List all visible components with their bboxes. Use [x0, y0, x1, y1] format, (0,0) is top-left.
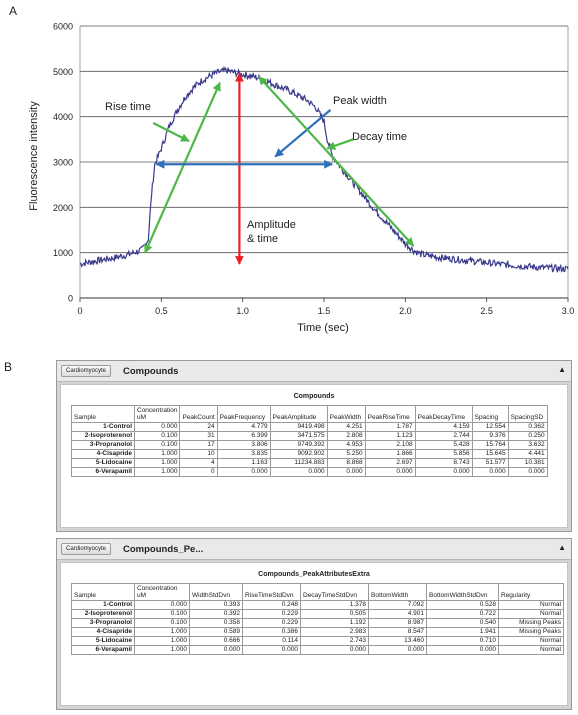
table-cell: 13.460: [369, 637, 427, 646]
table-cell: 7.092: [369, 601, 427, 610]
table-cell: 4-Cisapride: [72, 450, 135, 459]
x-tick-label: 1.0: [236, 306, 249, 316]
table-cell: 1.163: [217, 459, 270, 468]
table-cell: 4.251: [327, 423, 365, 432]
table-cell: 0.000: [301, 646, 369, 655]
annotation-label: Peak width: [333, 95, 387, 107]
table-cell: 0.000: [415, 468, 472, 477]
table-cell: 1.378: [301, 601, 369, 610]
table-cell: Normal: [499, 601, 564, 610]
column-header[interactable]: SpacingSD: [508, 406, 547, 423]
table-row[interactable]: [72, 459, 548, 468]
column-header[interactable]: PeakFrequency: [217, 406, 270, 423]
table-cell: 9092.902: [270, 450, 327, 459]
table-cell: 0.000: [135, 601, 190, 610]
table-cell: 1.192: [301, 619, 369, 628]
table-cell: 0.362: [508, 423, 547, 432]
y-tick-label: 5000: [52, 66, 73, 77]
table-cell: 10: [180, 450, 217, 459]
table-cell: 0.100: [135, 441, 180, 450]
table-cell: 0.000: [135, 423, 180, 432]
table-cell: 4.901: [369, 610, 427, 619]
peak-attributes-table: [71, 583, 564, 655]
table-cell: Missing Peaks: [499, 628, 564, 637]
x-tick-label: 0.5: [155, 306, 168, 316]
annotation-label: Amplitude & time: [247, 219, 296, 245]
table-row[interactable]: [72, 601, 564, 610]
table-cell: 0.000: [369, 646, 427, 655]
table-cell: 10.381: [508, 459, 547, 468]
table-cell: 6-Verapamil: [72, 468, 135, 477]
fluorescence-trace: [80, 68, 568, 272]
table-cell: 1.000: [135, 459, 180, 468]
table-cell: 5-Lidocaine: [72, 637, 135, 646]
table-row[interactable]: [72, 468, 548, 477]
table-cell: 0.114: [243, 637, 301, 646]
table-cell: 0.000: [508, 468, 547, 477]
table-row[interactable]: [72, 610, 564, 619]
table-cell: 0: [180, 468, 217, 477]
table-cell: 3.632: [508, 441, 547, 450]
table-cell: 11234.883: [270, 459, 327, 468]
table-cell: 0.528: [427, 601, 499, 610]
peak-attributes-window-titlebar[interactable]: [57, 539, 571, 560]
column-header[interactable]: RiseTimeStdDvn: [243, 584, 301, 601]
annotation-arrow: [153, 123, 189, 141]
table-cell: 0.386: [243, 628, 301, 637]
table-cell: 8.987: [369, 619, 427, 628]
x-tick-label: 1.5: [317, 306, 331, 316]
table-cell: 2-Isoproterenol: [72, 610, 135, 619]
table-cell: 4: [180, 459, 217, 468]
table-cell: 1.941: [427, 628, 499, 637]
column-header[interactable]: Concentration uM: [135, 584, 190, 601]
table-cell: 9749.392: [270, 441, 327, 450]
table-cell: 0.000: [365, 468, 415, 477]
collapse-arrow-icon[interactable]: ▲: [558, 365, 566, 374]
table-cell: 2.108: [365, 441, 415, 450]
table-cell: 0.000: [243, 646, 301, 655]
table-cell: 3471.575: [270, 432, 327, 441]
column-header[interactable]: WidthStdDvn: [190, 584, 243, 601]
table-cell: 3-Propranolol: [72, 441, 135, 450]
x-tick-label: 2.0: [399, 306, 412, 316]
table-cell: 4.953: [327, 441, 365, 450]
column-header[interactable]: Spacing: [472, 406, 508, 423]
table-cell: 0.505: [301, 610, 369, 619]
annotation-arrow: [327, 139, 353, 148]
column-header[interactable]: PeakDecayTime: [415, 406, 472, 423]
y-tick-label: 1000: [52, 248, 73, 259]
table-cell: 1.787: [365, 423, 415, 432]
table-cell: 0.000: [427, 646, 499, 655]
column-header[interactable]: BottomWidth: [369, 584, 427, 601]
table-cell: 2.744: [415, 432, 472, 441]
table-cell: 2.808: [327, 432, 365, 441]
y-tick-label: 2000: [52, 202, 73, 213]
table-cell: 0.710: [427, 637, 499, 646]
table-cell: 4.779: [217, 423, 270, 432]
table-cell: 1.123: [365, 432, 415, 441]
table-cell: 12.554: [472, 423, 508, 432]
table-cell: Normal: [499, 610, 564, 619]
y-tick-label: 3000: [52, 157, 73, 168]
table-cell: 15.764: [472, 441, 508, 450]
compounds-window-titlebar[interactable]: [57, 361, 571, 382]
table-cell: 1-Control: [72, 601, 135, 610]
compounds-window: [56, 360, 572, 532]
table-cell: 0.000: [190, 646, 243, 655]
table-cell: 1.000: [135, 468, 180, 477]
table-cell: 4.441: [508, 450, 547, 459]
table-cell: 0.000: [217, 468, 270, 477]
table-cell: 1-Control: [72, 423, 135, 432]
table-cell: 5-Lidocaine: [72, 459, 135, 468]
table-cell: 2.697: [365, 459, 415, 468]
table-cell: 17: [180, 441, 217, 450]
column-header[interactable]: BottomWidthStdDvn: [427, 584, 499, 601]
peak-attributes-window: [56, 538, 572, 710]
column-header[interactable]: DecayTimeStdDvn: [301, 584, 369, 601]
table-cell: 0.100: [135, 432, 180, 441]
table-cell: 4.159: [415, 423, 472, 432]
table-cell: 15.645: [472, 450, 508, 459]
annotation-arrow: [145, 83, 220, 253]
table-row[interactable]: [72, 450, 548, 459]
panel-label-a: A: [9, 4, 18, 18]
table-row[interactable]: [72, 441, 548, 450]
table-row[interactable]: [72, 628, 564, 637]
window-title: Compounds: [123, 365, 179, 377]
table-cell: 1.000: [135, 628, 190, 637]
table-cell: 8.547: [369, 628, 427, 637]
table-cell: Normal: [499, 637, 564, 646]
table-cell: 1.000: [135, 450, 180, 459]
table-cell: 0.100: [135, 610, 190, 619]
table-cell: 0.000: [270, 468, 327, 477]
table-row[interactable]: [72, 423, 548, 432]
table-cell: 0.666: [190, 637, 243, 646]
column-header[interactable]: PeakWidth: [327, 406, 365, 423]
compounds-table: [71, 405, 548, 477]
table-cell: 0.229: [243, 610, 301, 619]
table-cell: Missing Peaks: [499, 619, 564, 628]
table-cell: 51.577: [472, 459, 508, 468]
cardiomyocyte-tab[interactable]: Cardiomyocyte: [61, 543, 111, 555]
table-cell: 3.806: [217, 441, 270, 450]
table-cell: Normal: [499, 646, 564, 655]
panel-label-b: B: [4, 360, 13, 374]
table-cell: 4-Cisapride: [72, 628, 135, 637]
column-header[interactable]: Regularity: [499, 584, 564, 601]
y-axis-label: Fluorescence intensity: [28, 101, 40, 211]
table-cell: 0.589: [190, 628, 243, 637]
table-row[interactable]: [72, 637, 564, 646]
window-title: Compounds_Pe...: [123, 543, 204, 555]
column-header[interactable]: PeakRiseTime: [365, 406, 415, 423]
table-cell: 2-Isoproterenol: [72, 432, 135, 441]
y-tick-label: 4000: [52, 112, 73, 123]
table-cell: 0.358: [190, 619, 243, 628]
table-cell: 9.376: [472, 432, 508, 441]
collapse-arrow-icon[interactable]: ▲: [558, 543, 566, 552]
table-cell: 6.399: [217, 432, 270, 441]
table-cell: 31: [180, 432, 217, 441]
table-cell: 5.856: [415, 450, 472, 459]
column-header[interactable]: Sample: [72, 584, 135, 601]
annotation-label: Decay time: [352, 131, 408, 143]
table-cell: 0.392: [190, 610, 243, 619]
x-tick-label: 3.0: [561, 306, 575, 316]
y-tick-label: 6000: [52, 21, 73, 32]
table-cell: 2.743: [301, 637, 369, 646]
table-cell: 1.866: [365, 450, 415, 459]
table-cell: 0.000: [472, 468, 508, 477]
table-cell: 0.248: [243, 601, 301, 610]
table-cell: 0.722: [427, 610, 499, 619]
x-axis-label: Time (sec): [297, 322, 349, 334]
table-cell: 24: [180, 423, 217, 432]
table-cell: 3-Propranolol: [72, 619, 135, 628]
table-cell: 0.393: [190, 601, 243, 610]
column-header[interactable]: Sample: [72, 406, 135, 423]
table-title: Compounds_PeakAttributesExtra: [258, 571, 370, 578]
table-cell: 5.250: [327, 450, 365, 459]
table-cell: 3.835: [217, 450, 270, 459]
table-cell: 2.983: [301, 628, 369, 637]
table-cell: 0.540: [427, 619, 499, 628]
table-cell: 6-Verapamil: [72, 646, 135, 655]
fluorescence-chart: [0, 0, 578, 340]
column-header[interactable]: Concentration uM: [135, 406, 180, 423]
x-tick-label: 0: [77, 306, 83, 316]
column-header[interactable]: PeakAmplitude: [270, 406, 327, 423]
column-header[interactable]: PeakCount: [180, 406, 217, 423]
table-cell: 1.000: [135, 637, 190, 646]
x-tick-label: 2.5: [480, 306, 493, 316]
table-cell: 0.250: [508, 432, 547, 441]
cardiomyocyte-tab[interactable]: Cardiomyocyte: [61, 365, 111, 377]
table-title: Compounds: [293, 393, 335, 400]
table-cell: 5.428: [415, 441, 472, 450]
table-row[interactable]: [72, 619, 564, 628]
table-row[interactable]: [72, 432, 548, 441]
compounds-window-body: [60, 384, 568, 528]
table-row[interactable]: [72, 646, 564, 655]
annotation-label: Rise time: [105, 101, 151, 113]
y-tick-label: 0: [67, 293, 73, 304]
table-cell: 9419.498: [270, 423, 327, 432]
table-cell: 8.743: [415, 459, 472, 468]
table-cell: 1.000: [135, 646, 190, 655]
peak-attributes-window-body: [60, 562, 568, 706]
table-cell: 8.868: [327, 459, 365, 468]
table-cell: 0.000: [327, 468, 365, 477]
table-cell: 0.229: [243, 619, 301, 628]
table-cell: 0.100: [135, 619, 190, 628]
